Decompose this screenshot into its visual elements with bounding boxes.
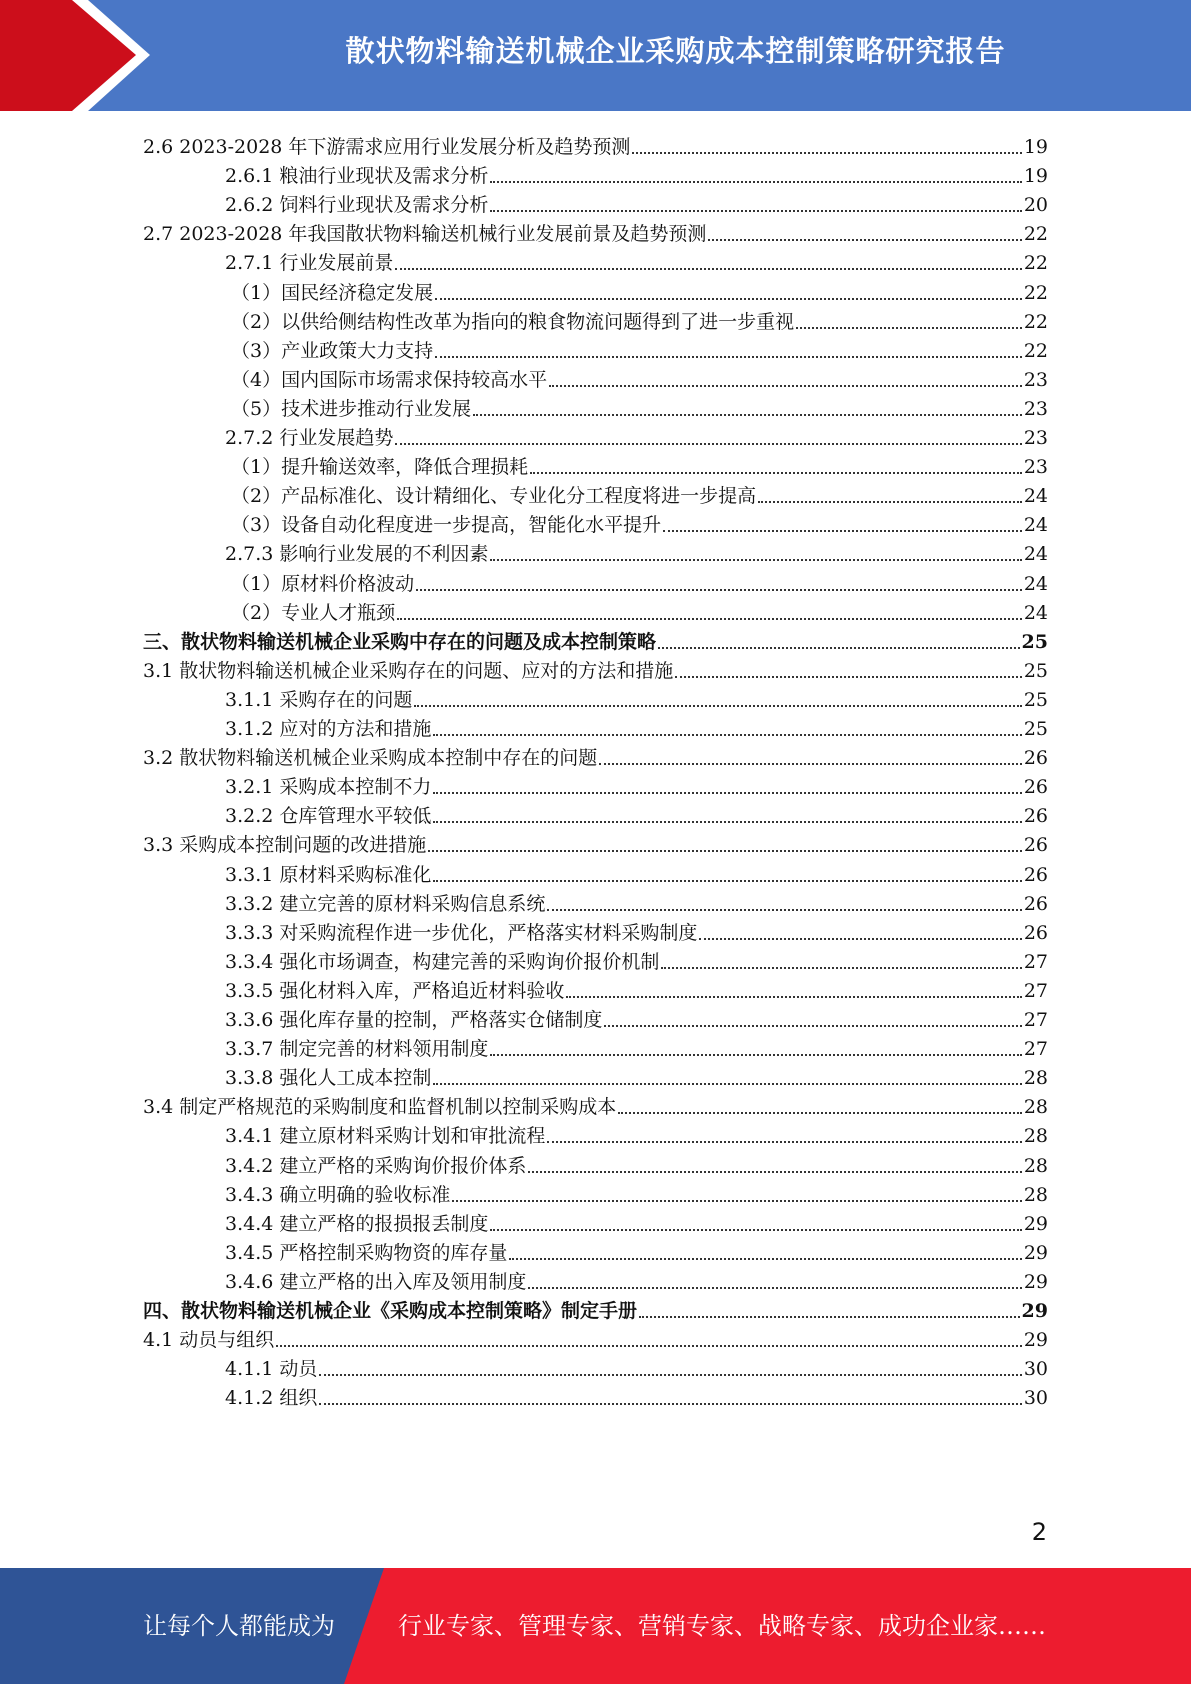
toc-leader-dots [639,1316,1020,1318]
toc-entry-page: 24 [1023,601,1048,624]
toc-entry-page: 27 [1023,950,1048,973]
toc-entry[interactable] [231,302,1048,333]
toc-entry-page: 23 [1023,397,1048,420]
toc-entry[interactable] [225,855,1048,886]
toc-leader-dots [276,1345,1022,1347]
toc-entry-title: 2.6.1 粮油行业现状及需求分析 [225,165,489,188]
toc-entry-page: 20 [1023,194,1048,217]
toc-entry-title: 2.7.1 行业发展前景 [225,252,394,275]
toc-entry-page: 22 [1023,310,1048,333]
toc-leader-dots [490,210,1021,212]
toc-entry-page: 19 [1023,165,1048,188]
toc-entry-title: 3.4.6 建立严格的出入库及领用制度 [225,1270,527,1293]
toc-entry-page: 26 [1023,863,1048,886]
toc-leader-dots [319,1374,1021,1376]
toc-leader-dots [490,1054,1021,1056]
toc-entry-page: 26 [1023,834,1048,857]
toc-entry-title: 4.1 动员与组织 [143,1329,275,1352]
toc-entry[interactable] [225,1029,1048,1060]
footer-slogan-right: 行业专家、管理专家、营销专家、战略专家、成功企业家…… [398,1612,1046,1640]
toc-entry-page: 25 [1023,688,1048,711]
toc-entry-page: 25 [1021,630,1048,653]
toc-entry-page: 29 [1023,1212,1048,1235]
toc-entry-title: 3.4.3 确立明确的验收标准 [225,1183,451,1206]
toc-entry-page: 29 [1021,1300,1048,1322]
toc-entry[interactable] [225,534,1048,565]
toc-entry-title: 3.4.1 建立原材料采购计划和审批流程 [225,1125,546,1148]
toc-entry-title: 3.3.7 制定完善的材料领用制度 [225,1038,489,1061]
toc-entry[interactable] [225,767,1048,798]
toc-entry-title: （1）国民经济稳定发展 [231,281,434,304]
toc-entry-page: 22 [1023,252,1048,275]
toc-entry-page: 26 [1023,776,1048,799]
toc-entry[interactable] [231,447,1048,478]
toc-entry-page: 25 [1023,718,1048,740]
toc-leader-dots [509,1258,1021,1260]
toc-entry-page: 28 [1023,1067,1048,1090]
toc-entry[interactable] [225,1378,1048,1409]
toc-entry[interactable] [231,331,1048,362]
toc-entry-page: 24 [1023,514,1048,537]
toc-entry-title: （1）原材料价格波动 [231,572,415,595]
toc-leader-dots [547,909,1021,911]
toc-leader-dots [604,1025,1021,1027]
toc-entry-title: 3.3.1 原材料采购标准化 [225,863,432,886]
toc-entry-title: 3.3.3 对采购流程作进一步优化，严格落实材料采购制度 [225,921,698,944]
toc-entry[interactable] [225,156,1048,187]
toc-leader-dots [435,356,1022,358]
toc-entry-title: 3.3.2 建立完善的原材料采购信息系统 [225,892,546,915]
toc-entry[interactable] [231,476,1048,507]
toc-entry[interactable] [225,1233,1048,1264]
toc-entry[interactable] [225,680,1048,711]
toc-entry-title: 2.6.2 饲料行业现状及需求分析 [225,194,489,217]
toc-entry[interactable] [143,825,1048,856]
report-title: 散状物料输送机械企业采购成本控制策略研究报告 [345,34,1006,68]
toc-entry-page: 29 [1023,1329,1048,1352]
toc-leader-dots [675,676,1022,678]
toc-entry-title: （3）产业政策大力支持 [231,339,434,362]
toc-entry-title: 2.7 2023-2028 年我国散状物料输送机械行业发展前景及趋势预测 [143,223,707,246]
toc-leader-dots [528,1171,1021,1173]
toc-entry-page: 24 [1023,543,1048,566]
toc-leader-dots [490,1229,1021,1231]
toc-entry-title: 四、散状物料输送机械企业《采购成本控制策略》制定手册 [143,1300,638,1322]
toc-entry-title: 3.1 散状物料输送机械企业采购存在的问题、应对的方法和措施 [143,659,674,682]
toc-leader-dots [618,1112,1022,1114]
header-chevron-icon [0,0,136,111]
toc-entry[interactable] [225,796,1048,827]
toc-entry[interactable] [143,127,1048,158]
toc-leader-dots [549,385,1022,387]
toc-entry-page: 26 [1023,805,1048,828]
toc-leader-dots [428,850,1022,852]
toc-entry[interactable] [225,1349,1048,1380]
toc-entry-title: （3）设备自动化程度进一步提高，智能化水平提升 [231,514,662,537]
toc-entry[interactable] [225,913,1048,944]
toc-entry-page: 28 [1023,1154,1048,1177]
toc-entry-title: （1）提升输送效率，降低合理损耗 [231,456,529,479]
toc-entry-page: 30 [1023,1358,1048,1381]
toc-leader-dots [599,763,1022,765]
toc-leader-dots [452,1200,1021,1202]
toc-entry-page: 29 [1023,1270,1048,1293]
toc-entry[interactable] [225,243,1048,274]
toc-entry[interactable] [225,1058,1048,1089]
toc-entry[interactable] [143,1320,1048,1351]
toc-entry[interactable] [225,1204,1048,1235]
toc-entry-page: 28 [1023,1096,1048,1119]
toc-leader-dots [490,181,1021,183]
toc-leader-dots [708,239,1021,241]
toc-entry-page: 22 [1023,339,1048,362]
toc-leader-dots [758,501,1022,503]
toc-entry[interactable] [225,185,1048,216]
toc-entry-title: （2）专业人才瓶颈 [231,601,396,624]
toc-entry-page: 22 [1023,281,1048,304]
toc-entry-title: 3.4 制定严格规范的采购制度和监督机制以控制采购成本 [143,1096,617,1119]
toc-entry[interactable] [143,738,1048,769]
toc-entry[interactable] [225,1146,1048,1177]
toc-entry[interactable] [231,389,1048,420]
toc-entry-page: 27 [1023,979,1048,1002]
toc-entry[interactable] [143,622,1048,653]
toc-entry-page: 30 [1023,1387,1048,1410]
toc-entry[interactable] [225,418,1048,449]
toc-entry-title: 2.6 2023-2028 年下游需求应用行业发展分析及趋势预测 [143,136,631,158]
toc-entry[interactable] [225,971,1048,1002]
toc-entry[interactable] [225,1262,1048,1293]
toc-entry[interactable] [225,709,1048,740]
toc-entry-title: 3.4.2 建立严格的采购询价报价体系 [225,1154,527,1177]
toc-entry-title: 3.3 采购成本控制问题的改进措施 [143,834,427,857]
toc-entry-title: 3.1.1 采购存在的问题 [225,688,413,711]
toc-leader-dots [433,734,1021,736]
toc-entry-page: 25 [1023,659,1048,682]
toc-entry[interactable] [231,505,1048,536]
toc-leader-dots [661,967,1021,969]
toc-entry[interactable] [225,1000,1048,1031]
toc-leader-dots [796,327,1022,329]
toc-leader-dots [416,589,1022,591]
toc-entry[interactable] [231,564,1048,595]
toc-entry[interactable] [231,273,1048,304]
toc-leader-dots [490,559,1021,561]
toc-leader-dots [530,472,1022,474]
page-header [0,0,1191,111]
toc-entry-page: 24 [1023,572,1048,595]
page-number: 2 [1031,1518,1047,1546]
toc-entry-title: 2.7.3 影响行业发展的不利因素 [225,543,489,566]
toc-entry-title: 三、散状物料输送机械企业采购中存在的问题及成本控制策略 [143,630,657,653]
toc-entry-page: 26 [1023,892,1048,915]
toc-entry-page: 23 [1023,427,1048,449]
toc-leader-dots [658,647,1020,649]
toc-entry-page: 28 [1023,1183,1048,1206]
toc-leader-dots [663,530,1022,532]
toc-entry-page: 27 [1023,1038,1048,1061]
toc-leader-dots [414,705,1021,707]
toc-leader-dots [547,1141,1021,1143]
toc-entry-title: 3.3.8 强化人工成本控制 [225,1067,432,1090]
toc-entry[interactable] [231,593,1048,624]
toc-entry-page: 23 [1023,368,1048,391]
toc-entry-title: 3.2.1 采购成本控制不力 [225,776,432,799]
toc-entry-page: 29 [1023,1241,1048,1264]
toc-entry[interactable] [143,651,1048,682]
toc-leader-dots [397,618,1022,620]
toc-entry[interactable] [143,1087,1048,1118]
toc-leader-dots [433,792,1021,794]
toc-entry-title: 3.2.2 仓库管理水平较低 [225,805,432,828]
toc-entry-page: 23 [1023,456,1048,479]
toc-entry-title: 3.3.6 强化库存量的控制，严格落实仓储制度 [225,1009,603,1031]
toc-leader-dots [395,268,1021,270]
toc-entry-page: 26 [1023,747,1048,770]
toc-entry-page: 19 [1023,136,1048,158]
toc-leader-dots [473,414,1022,416]
toc-leader-dots [433,821,1021,823]
toc-entry[interactable] [231,360,1048,391]
toc-leader-dots [435,298,1022,300]
toc-leader-dots [319,1403,1021,1405]
toc-entry-page: 24 [1023,485,1048,508]
footer-slogan-left: 让每个人都能成为 [143,1612,335,1640]
toc-entry-title: 4.1.1 动员 [225,1358,318,1381]
toc-leader-dots [433,1083,1021,1085]
toc-leader-dots [699,938,1021,940]
toc-entry-title: （5）技术进步推动行业发展 [231,397,472,420]
toc-entry-page: 28 [1023,1125,1048,1148]
toc-leader-dots [528,1287,1021,1289]
toc-leader-dots [632,152,1021,154]
toc-entry-title: 3.2 散状物料输送机械企业采购成本控制中存在的问题 [143,747,598,770]
toc-entry[interactable] [143,214,1048,245]
toc-entry-title: （2）以供给侧结构性改革为指向的粮食物流问题得到了进一步重视 [231,310,795,333]
toc-entry-title: 2.7.2 行业发展趋势 [225,427,394,449]
toc-entry-title: 3.1.2 应对的方法和措施 [225,718,432,740]
toc-entry-page: 22 [1023,223,1048,246]
page-footer [0,1568,1191,1684]
toc-entry-title: 3.3.5 强化材料入库，严格追近材料验收 [225,979,565,1002]
toc-entry-page: 27 [1023,1009,1048,1031]
toc-entry-title: （4）国内国际市场需求保持较高水平 [231,368,548,391]
toc-entry-title: 3.4.5 严格控制采购物资的库存量 [225,1241,508,1264]
toc-leader-dots [395,443,1021,445]
toc-entry-title: 3.4.4 建立严格的报损报丢制度 [225,1212,489,1235]
toc-leader-dots [433,880,1021,882]
toc-entry-page: 26 [1023,921,1048,944]
toc-entry-title: 4.1.2 组织 [225,1387,318,1410]
toc-entry-title: （2）产品标准化、设计精细化、专业化分工程度将进一步提高 [231,485,757,508]
toc-entry[interactable] [225,1175,1048,1206]
toc-entry-title: 3.3.4 强化市场调查，构建完善的采购询价报价机制 [225,950,660,973]
toc-entry[interactable] [225,942,1048,973]
toc-entry[interactable] [225,1116,1048,1147]
toc-leader-dots [566,996,1021,998]
toc-entry[interactable] [225,884,1048,915]
toc-entry[interactable] [143,1291,1048,1322]
